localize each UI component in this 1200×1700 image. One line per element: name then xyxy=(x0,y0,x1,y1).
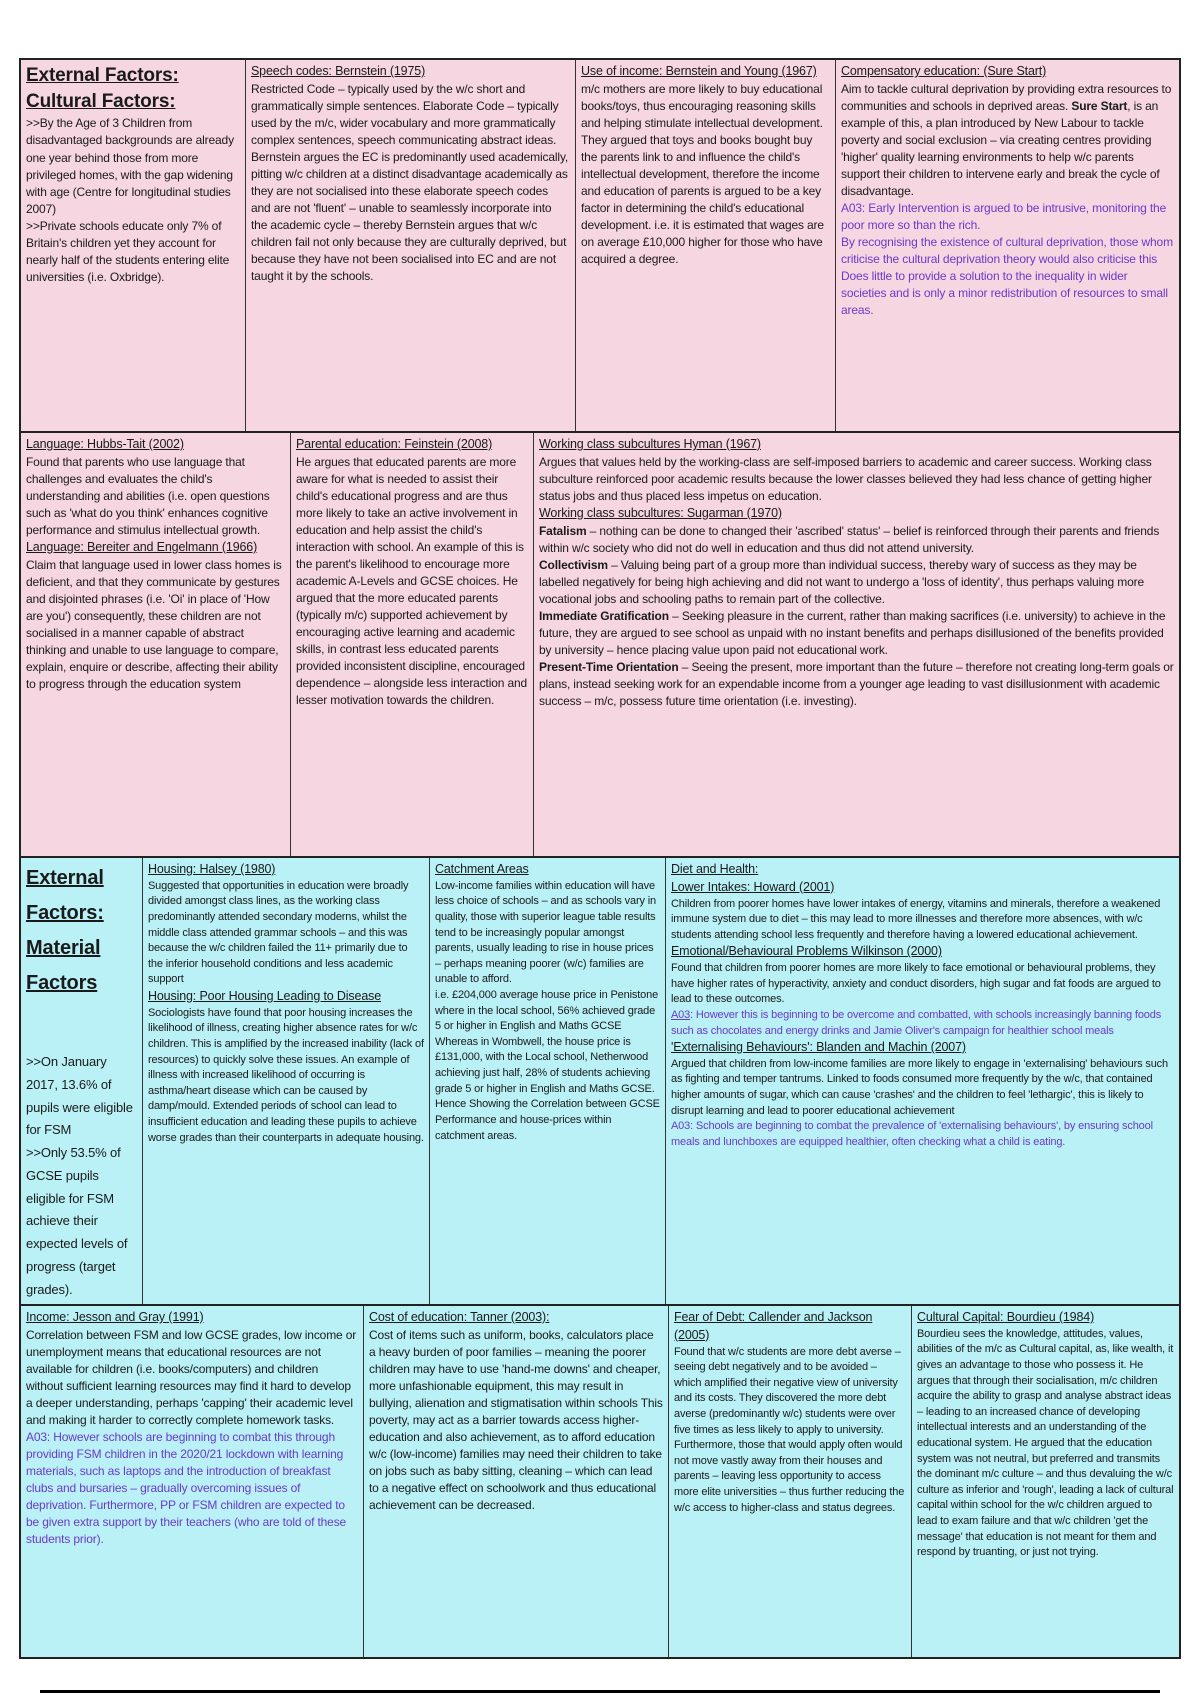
catchment-heading: Catchment Areas xyxy=(435,862,529,876)
material-title-line-4: Factors xyxy=(26,972,98,994)
cultural-stat-2: >>Private schools educate only 7% of Britain's children yet they account for nearly half of the students entering elite universities (i.e. Oxbridge). xyxy=(26,218,230,284)
poor-housing-heading: Housing: Poor Housing Leading to Disease xyxy=(148,989,382,1004)
material-stat-1: >>On January 2017, 13.6% of pupils were eligible for FSM xyxy=(26,1054,133,1138)
present-time-body: – Seeing the present, more important than the future – therefore not creating long-term goals or plans, instead seeking work for an expendable income from a younger age leading to vast disillusionment with academic success – m/c, possess future time orientation (i.e. investing). xyxy=(539,659,1174,708)
speech-codes-cell xyxy=(246,60,576,431)
hyman-heading: Working class subcultures Hyman (1967) xyxy=(539,437,761,451)
parental-education-body: He argues that educated parents are more aware for what is needed to assist their child's educational progress and are thus more likely to take an active involvement in education and help assist the child's interaction with school. An example of this is the parent's likelihood to encourage more academic A-Levels and GCSE choices. He argued that the more educated parents (typically m/c) supported achievement by encouraging active learning and academic skills, in contrast less educated parents provided inconsistent discipline, encouraged dependence – alongside less interaction and lesser motivation towards the children. xyxy=(296,454,528,708)
housing-body: Suggested that opportunities in education were broadly divided amongst class lines, as the working class predominantly attended secondary moderns, whilst the middle class attended grammar schools – and this was because the w/c children failed the 11+ primarily due to the inferior household conditions and less academic support xyxy=(148,879,409,986)
use-of-income-body: m/c mothers are more likely to buy educational books/toys, thus encouraging reasoning skills and helping stimulate intellectual development. They argued that toys and books bought buy the parents link to and influence the child's intellectual development, therefore the income and education of parents is argued to be a key factor in determining the child's educational development. i.e. it is estimated that wages are on average £10,000 higher for those who have acquired a degree. xyxy=(581,81,824,267)
sugarman-heading: Working class subcultures: Sugarman (1970) xyxy=(539,505,782,520)
catchment-cell xyxy=(430,858,666,1304)
present-time-item xyxy=(539,659,1174,710)
material-stat-2: >>Only 53.5% of GCSE pupils eligible for FSM achieve their expected levels of progress (target grades). xyxy=(26,1145,128,1297)
present-time-term: Present-Time Orientation xyxy=(539,659,679,674)
diet-health-heading: Diet and Health: xyxy=(671,862,759,876)
language-bereiter-body: Claim that language used in lower class homes is deficient, and that they communicate by gestures and disjointed phrases (i.e. 'Oi' in place of 'How are you') consequently, these children are not socialised in a manner capable of abstract thinking and unable to use language to compare, explain, enquire or describe, affecting their ability to progress through the education system xyxy=(26,557,282,691)
housing-cell xyxy=(143,858,430,1304)
cost-of-education-cell xyxy=(364,1306,669,1657)
poor-housing-body: Sociologists have found that poor housing increases the likelihood of illness, creating higher absence rates for w/c children. This is amplified by the increased inability (lack of resources) to quickly solve these issues. An example of illness with increased likelihood of occurring is asthma/heart disease which can be caused by damp/mould. Extended periods of school can lead to insufficient education and leading these pupils to achieve worse grades than their counterparts in adequate housing. xyxy=(148,1006,424,1144)
immediate-gratification-body: – Seeking pleasure in the current, rather than making sacrifices (i.e. university) to achieve in the future, they are argued to see school as unpaid with no instant benefits and perhaps disillusioned of the benefits provided by university – hence placing value upon paid not educational work. xyxy=(539,608,1166,657)
emotional-body: Found that children from poorer homes are more likely to face emotional or behavioural problems, they have higher rates of hyperactivity, anxiety and conduct disorders, high sugar and fat foods are argued to lead to these outcomes. xyxy=(671,962,1161,1006)
cultural-row-2 xyxy=(19,431,1181,856)
comp-body-part-a: Aim to tackle cultural deprivation by providing extra resources to communities and schools in deprived areas. xyxy=(841,81,1172,113)
cultural-section-title: External Factors: Cultural Factors: xyxy=(26,65,179,113)
catchment-example: i.e. £204,000 average house price in Penistone where in the local school, 56% achieved grade 5 or higher in English and Maths GCSE Whereas in Wombwell, the house price is £131,000, with the Local school, Netherwood achieving just half, 28% of students achieving grade 5 or higher in English and Maths GCSE. Hence Showing the Correlation between GCSE Performance and house-prices within catchment areas. xyxy=(435,989,660,1142)
material-title-line-2: Factors: xyxy=(26,902,104,924)
speech-codes-body: Restricted Code – typically used by the w/c short and grammatically simple sentences. Elaborate Code – typically used by the m/c, wider vocabulary and more grammatically complex sentences, speech communicating abstract ideas. Bernstein argues the EC is predominantly used academically, pitting w/c children at a distinct disadvantage academically as they are not socialised into these elaborate speech codes and are not 'fluent' – unable to seamlessly incorporate into the academic cycle – thereby Bernstein argues that w/c children fail not only because they are culturally deprived, but because they have not been socialised into EC and are not taught it by the schools. xyxy=(251,81,569,284)
compensatory-education-body xyxy=(841,81,1174,200)
revision-sheet xyxy=(19,58,1181,1659)
sure-start-term: Sure Start xyxy=(1071,98,1128,113)
immediate-gratification-item xyxy=(539,608,1174,659)
emotional-ao3-label: A03 xyxy=(671,1008,691,1021)
use-of-income-heading: Use of income: Bernstein and Young (1967) xyxy=(581,64,817,78)
housing-heading: Housing: Halsey (1980) xyxy=(148,862,276,876)
emotional-ao3-text: : However this is beginning to be overcome and combatted, with schools increasingly banning foods such as chocolates and energy drinks and Jamie Oliver's campaign for healthier school meals xyxy=(671,1008,1162,1037)
fear-of-debt-cell xyxy=(669,1306,912,1657)
collectivism-item xyxy=(539,557,1174,608)
diet-health-cell xyxy=(666,858,1179,1304)
comp-ao3-1: A03: Early Intervention is argued to be intrusive, monitoring the poor more so than the rich. xyxy=(841,200,1167,232)
parental-education-heading: Parental education: Feinstein (2008) xyxy=(296,437,493,451)
compensatory-education-heading: Compensatory education: (Sure Start) xyxy=(841,64,1047,78)
cultural-capital-body: Bourdieu sees the knowledge, attitudes, values, abilities of the m/c as Cultural capital, as, like wealth, it gives an advantage to those who possess it. He argues that through their socialisation, m/c children acquire the ability to grasp and analyse abstract ideas – leading to an increased chance of developing intellectual interests and an understanding of the educational system. He argued that the education system was not neutral, but preferred and transmits the dominant m/c culture – and thus devaluing the w/c culture as inferior and 'rough', leading a lack of cultural capital within school for the w/c children argued to lead to exam failure and that w/c children 'get the message' that education is not meant for them and respond by truanting, or just not trying. xyxy=(917,1327,1174,1559)
cultural-stat-1: >>By the Age of 3 Children from disadvantaged backgrounds are already one year behind those from more privileged homes, with the gap widening with age (Centre for longitudinal studies 2007) xyxy=(26,116,234,216)
fatalism-body: – nothing can be done to changed their 'ascribed' status' – belief is reinforced through their parents and friends within w/c society who did not do well in education and thus did not attend university. xyxy=(539,523,1160,555)
language-hubbs-tait-heading: Language: Hubbs-Tait (2002) xyxy=(26,437,184,451)
material-stats xyxy=(26,1051,137,1301)
fear-of-debt-body: Found that w/c students are more debt averse – seeing debt negatively and to be avoided – which amplified their negative view of university and its costs. They discovered the more debt averse (predominantly w/c) students were over five times as less likely to apply to university. Furthermore, those that would apply often would not move vastly away from their houses and parents – leaving less opportunity to access more elite universities – thus further reducing the w/c access to higher-class and status degrees. xyxy=(674,1345,905,1514)
hyman-body: Argues that values held by the working-class are self-imposed barriers to academic and career success. Working class subculture reinforced poor academic results because the lower classes believed they had less chance of getting higher status jobs and thus placed less impetus on education. xyxy=(539,454,1152,503)
cost-of-education-heading: Cost of education: Tanner (2003): xyxy=(369,1310,550,1324)
collectivism-body: – Valuing being part of a group more than individual success, thereby wary of success as they may be labelled negatively for being high achieving and did not want to undergo a 'loss of identity', thus perhaps valuing more vocational jobs and schooling paths to remain part of the collective. xyxy=(539,557,1144,606)
income-cell xyxy=(21,1306,364,1657)
collectivism-term: Collectivism xyxy=(539,557,608,572)
speech-codes-heading: Speech codes: Bernstein (1975) xyxy=(251,64,426,78)
material-title-line-3: Material xyxy=(26,937,101,959)
catchment-body: Low-income families within education will have less choice of schools – and as schools vary in quality, those with superior league table results tend to be increasingly popular amongst parents, usually leading to rise in house prices – perhaps meaning poorer (w/c) families are unable to afford. xyxy=(435,879,657,986)
material-title-line-1: External xyxy=(26,867,104,889)
lower-intakes-heading: Lower Intakes: Howard (2001) xyxy=(671,879,835,894)
income-ao3: A03: However schools are beginning to combat this through providing FSM children in the 2020/21 lockdown with learning materials, such as laptops and the introduction of breakfast clubs and bursaries – gradually overcoming issues of deprivation. Furthermore, PP or FSM children are expected to be given extra support by their teachers (who are told of these students prior). xyxy=(26,1429,347,1547)
cost-of-education-body: Cost of items such as uniform, books, calculators place a heavy burden of poor families – meaning the poorer children may have to use 'hand-me downs' and cheaper, more unfashionable equipment, this may result in bullying, alienation and stigmatisation within schools This poverty, may act as a barrier towards access higher-education and also achievement, as to afford education w/c (low-income) families may need their children to take on jobs such as baby sitting, cleaning – which can lead to a negative effect on schoolwork and thus educational achievement can be decreased. xyxy=(369,1327,663,1513)
material-row-1 xyxy=(19,856,1181,1304)
cultural-capital-cell xyxy=(912,1306,1179,1657)
parental-education-cell xyxy=(291,433,534,856)
emotional-ao3 xyxy=(671,1008,1174,1039)
lower-intakes-body: Children from poorer homes have lower intakes of energy, vitamins and minerals, therefore a weakened immune system due to diet – this may lead to more illnesses and therefore more absences, with w/c students attending school less frequently and therefore having a lowered educational achievement. xyxy=(671,897,1161,941)
cultural-intro-cell xyxy=(21,60,246,431)
income-body: Correlation between FSM and low GCSE grades, low income or unemployment means that educational resources are not available for children (i.e. books/computers) and children without sufficient learning resources may find it hard to develop a deeper understanding, perhaps 'capping' their academic level and making it harder to correctly complete homework tasks. xyxy=(26,1327,357,1427)
externalising-ao3: A03: Schools are beginning to combat the prevalence of 'externalising behaviours', by ensuring school meals and lunchboxes are equipped healthier, often checking what a child is eating. xyxy=(671,1120,1153,1148)
language-hubbs-tait-body: Found that parents who use language that challenges and evaluates the child's understanding and abilities (i.e. open questions such as 'what do you think' enhances cognitive performance and stimulus intellectual growth. xyxy=(26,454,270,537)
immediate-gratification-term: Immediate Gratification xyxy=(539,608,669,623)
comp-body-part-b: , is an example of this, a plan introduced by New Labour to tackle poverty and social exclusion – via creating centres providing 'higher' quality learning environments to help w/c parents support their children to intervene early and break the cycle of disadvantage. xyxy=(841,98,1160,198)
subcultures-cell xyxy=(534,433,1179,856)
material-row-2 xyxy=(19,1304,1181,1659)
comp-ao3-2: By recognising the existence of cultural deprivation, those whom criticise the cultural deprivation theory would also criticise this Does little to provide a solution to the inequality in wider societies and is only a minor redistribution of resources to small areas. xyxy=(841,235,1173,318)
language-bereiter-heading: Language: Bereiter and Engelmann (1966) xyxy=(26,539,258,554)
emotional-heading: Emotional/Behavioural Problems Wilkinson (2000) xyxy=(671,944,942,959)
externalising-heading: 'Externalising Behaviours': Blanden and Machin (2007) xyxy=(671,1040,966,1055)
material-intro-cell xyxy=(21,858,143,1304)
compensatory-education-cell xyxy=(836,60,1179,431)
fear-of-debt-heading: Fear of Debt: Callender and Jackson (2005) xyxy=(674,1310,873,1342)
cultural-row-1 xyxy=(19,58,1181,431)
language-cell xyxy=(21,433,291,856)
fatalism-term: Fatalism xyxy=(539,523,587,538)
income-heading: Income: Jesson and Gray (1991) xyxy=(26,1310,204,1324)
fatalism-item xyxy=(539,523,1174,557)
cultural-capital-heading: Cultural Capital: Bourdieu (1984) xyxy=(917,1310,1095,1324)
use-of-income-cell xyxy=(576,60,836,431)
bottom-divider xyxy=(40,1690,1160,1693)
externalising-body: Argued that children from low-income families are more likely to engage in 'externalising' behaviours such as fighting and temper tantrums. Linked to foods consumed more frequently by the w/c, that contained higher amounts of sugar, which can cause 'crashes' and the children to feel 'lethargic', this is likely to disrupt learning and lead to poorer educational achievement xyxy=(671,1057,1168,1117)
